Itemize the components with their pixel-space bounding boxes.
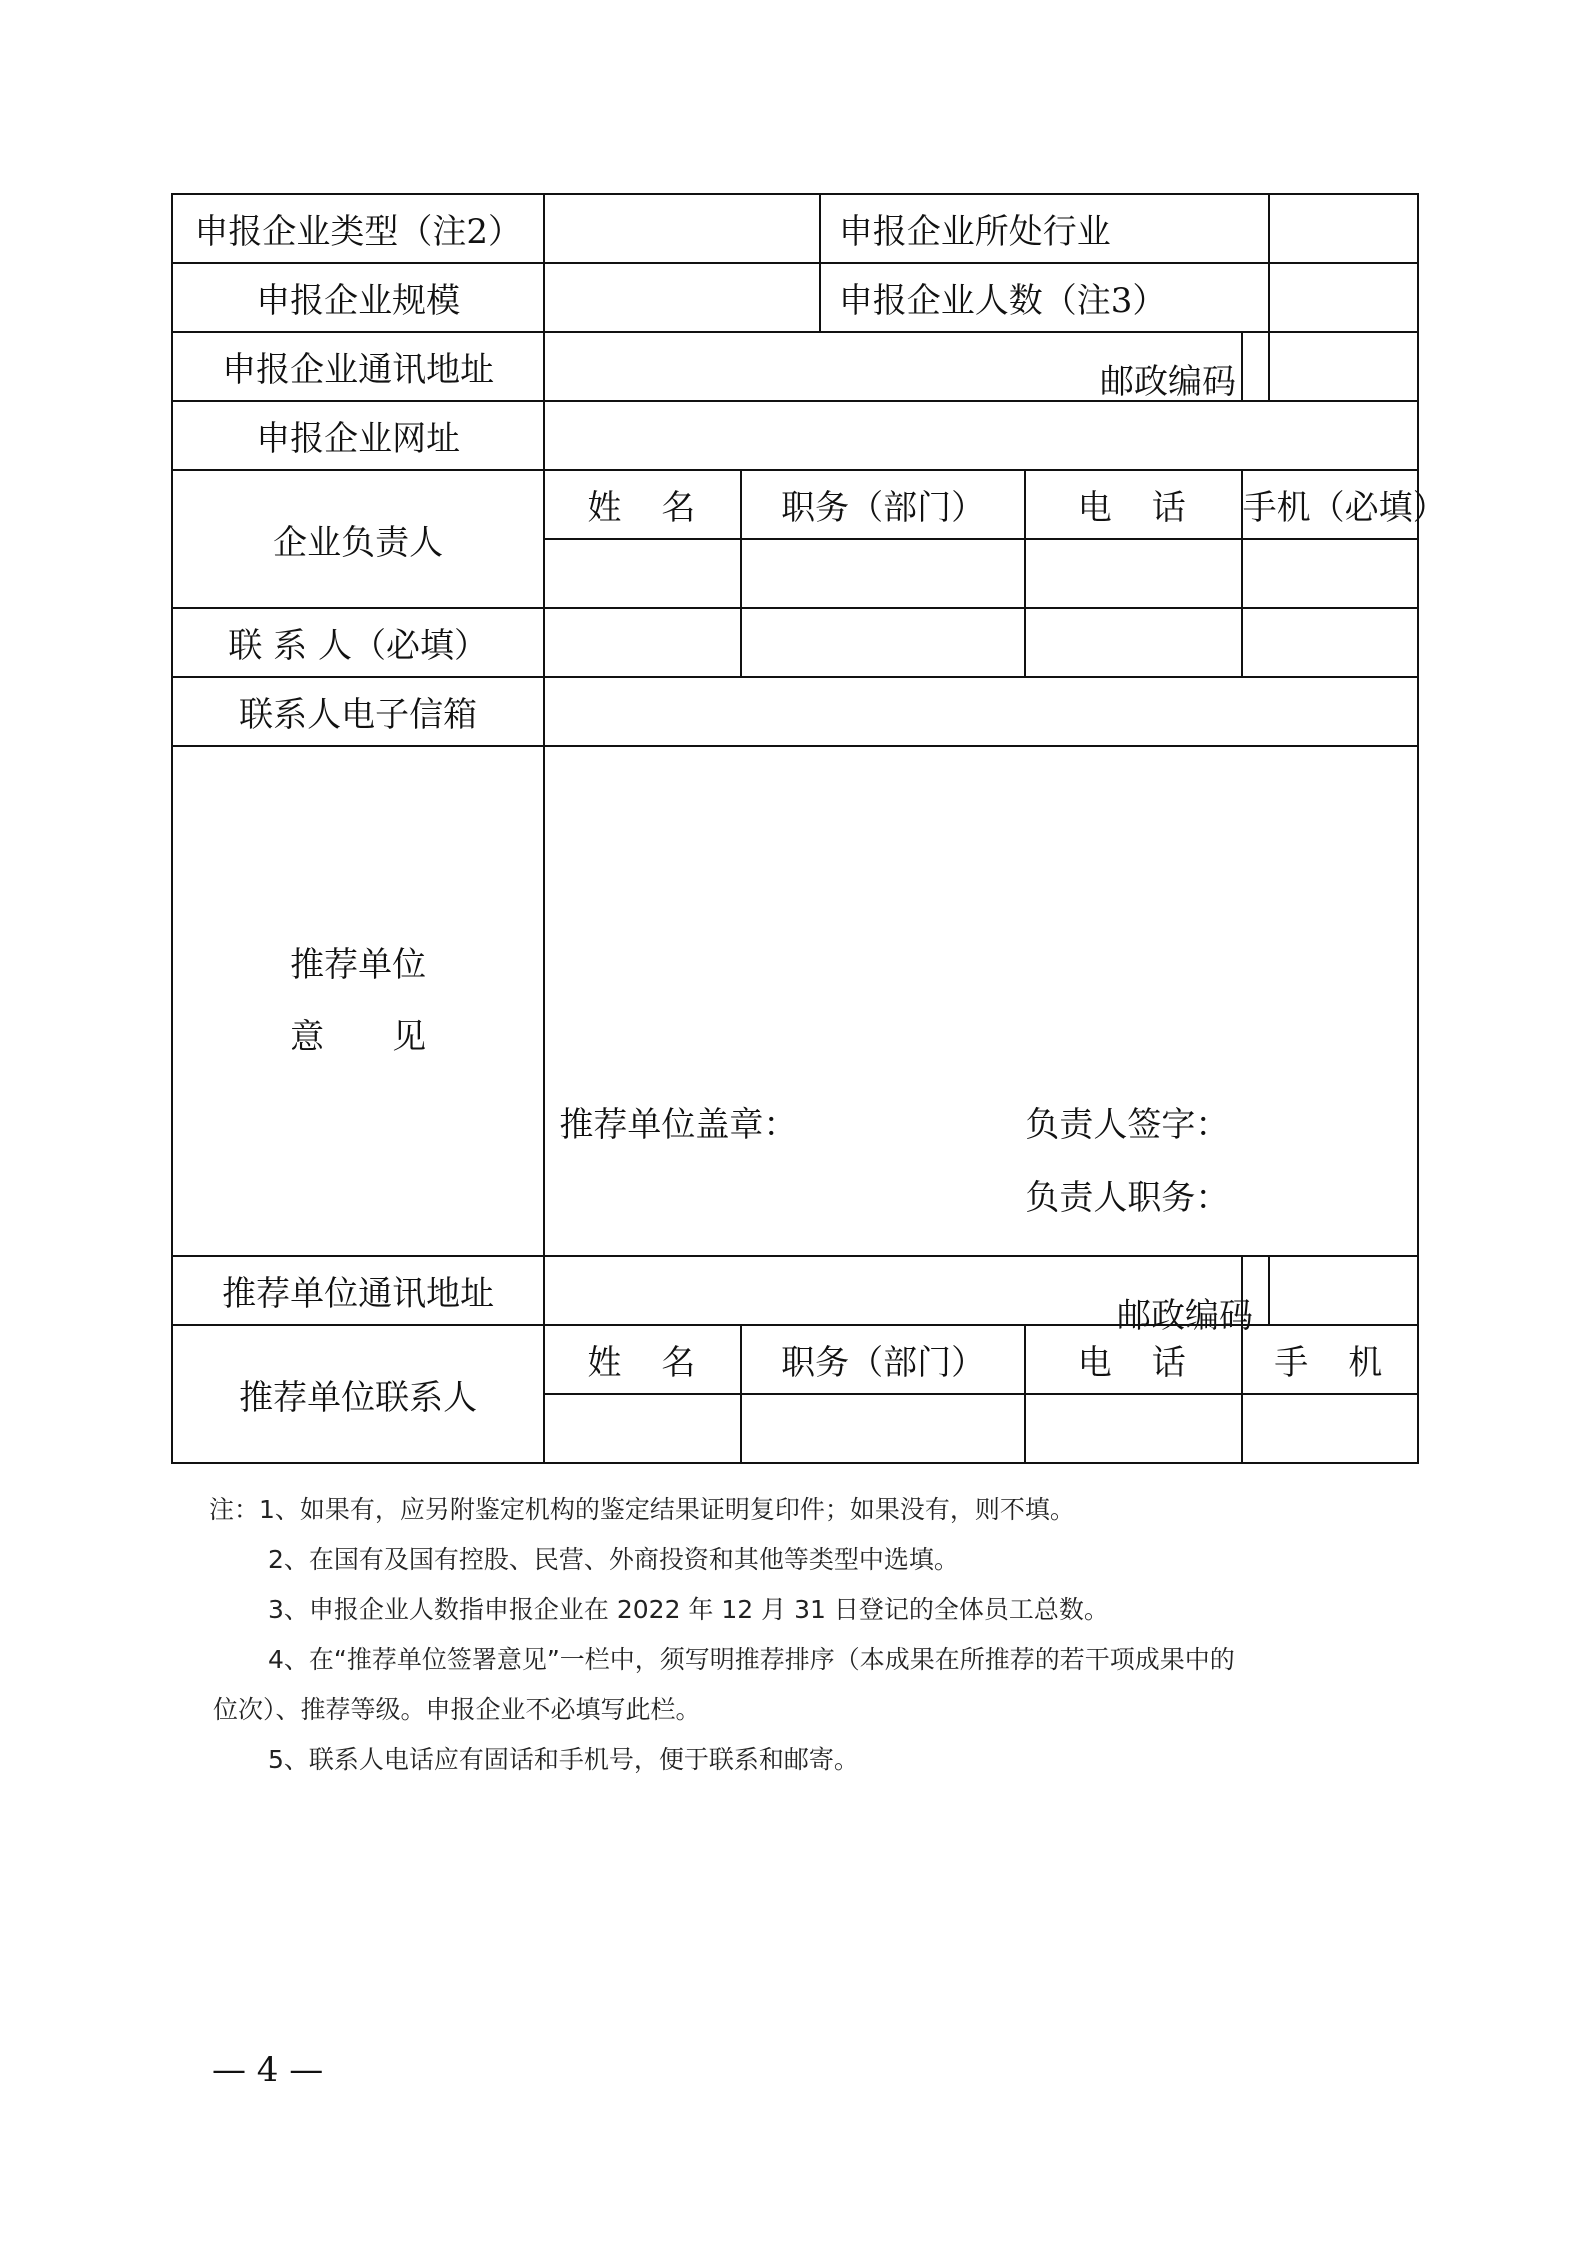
enterprise-headcount-field[interactable] [1269, 263, 1418, 332]
form-row-recommender-opinion [172, 746, 1418, 1256]
leader-col-name: 姓 名 [544, 470, 741, 539]
footnote-4b: 位次）、推荐等级。申报企业不必填写此栏。 [213, 1695, 701, 1724]
contact-label: 联 系 人（必填） [172, 608, 544, 677]
footnote-4a: 4、在“推荐单位签署意见”一栏中，须写明推荐排序（本成果在所推荐的若干项成果中的 [268, 1645, 1235, 1674]
leader-col-mobile: 手机（必填） [1242, 470, 1418, 539]
recommender-postcode-field[interactable] [1269, 1256, 1418, 1325]
form-row-contact [172, 608, 1418, 677]
recommender-seal-label: 推荐单位盖章： [559, 1105, 798, 1145]
leader-mobile-field[interactable] [1242, 539, 1418, 608]
footnote-5: 5、联系人电话应有固话和手机号，便于联系和邮寄。 [268, 1745, 859, 1774]
contact-phone-field[interactable] [1025, 608, 1242, 677]
leader-name-field[interactable] [544, 539, 741, 608]
contact-name-field[interactable] [544, 608, 741, 677]
recommender-postcode-label-text: 邮政编码 [1117, 1296, 1253, 1336]
contact-email-label: 联系人电子信箱 [172, 677, 544, 746]
page-number: — 4 — [212, 2050, 324, 2090]
leader-position-label: 负责人职务： [1025, 1178, 1230, 1218]
enterprise-website-label: 申报企业网址 [172, 401, 544, 470]
enterprise-website-field[interactable] [544, 401, 1418, 470]
recommender-contact-col-position: 职务（部门） [741, 1325, 1025, 1394]
recommender-contact-col-name: 姓 名 [544, 1325, 741, 1394]
contact-email-field[interactable] [544, 677, 1418, 746]
recommender-contact-col-mobile: 手 机 [1242, 1325, 1418, 1394]
recommender-opinion-label-cell [172, 746, 544, 1256]
form-row-contact-email [172, 677, 1418, 746]
leader-phone-field[interactable] [1025, 539, 1242, 608]
enterprise-industry-label: 申报企业所处行业 [820, 194, 1270, 263]
enterprise-postcode-field[interactable] [1269, 332, 1418, 401]
enterprise-scale-field[interactable] [544, 263, 819, 332]
recommender-opinion-label-line1: 推荐单位 [290, 945, 427, 985]
recommender-contact-position-field[interactable] [741, 1394, 1025, 1463]
enterprise-industry-field[interactable] [1269, 194, 1418, 263]
leader-col-phone: 电 话 [1025, 470, 1242, 539]
enterprise-postcode-label-text: 邮政编码 [1100, 362, 1236, 402]
recommender-address-label: 推荐单位通讯地址 [172, 1256, 544, 1325]
recommender-contact-name-field[interactable] [544, 1394, 741, 1463]
leader-signature-label: 负责人签字： [1025, 1105, 1230, 1145]
enterprise-scale-label: 申报企业规模 [172, 263, 544, 332]
recommender-opinion-label-line2: 意 见 [290, 1017, 427, 1057]
contact-mobile-field[interactable] [1242, 608, 1418, 677]
leader-col-position: 职务（部门） [741, 470, 1025, 539]
form-row-enterprise-type [172, 194, 1418, 263]
enterprise-address-label: 申报企业通讯地址 [172, 332, 544, 401]
enterprise-postcode-label [1242, 332, 1270, 401]
footnote-1: 注：1、如果有，应另附鉴定机构的鉴定结果证明复印件；如果没有，则不填。 [209, 1495, 1075, 1524]
recommender-opinion-field[interactable] [544, 746, 1418, 1256]
recommender-contact-label: 推荐单位联系人 [172, 1325, 544, 1463]
contact-position-field[interactable] [741, 608, 1025, 677]
enterprise-type-label: 申报企业类型（注2） [172, 194, 544, 263]
enterprise-headcount-label: 申报企业人数（注3） [820, 263, 1270, 332]
enterprise-type-field[interactable] [544, 194, 819, 263]
leader-position-field[interactable] [741, 539, 1025, 608]
footnote-3: 3、申报企业人数指申报企业在 2022 年 12 月 31 日登记的全体员工总数。 [268, 1595, 1109, 1624]
footnote-2: 2、在国有及国有控股、民营、外商投资和其他等类型中选填。 [268, 1545, 959, 1574]
recommender-contact-phone-field[interactable] [1025, 1394, 1242, 1463]
form-row-enterprise-website [172, 401, 1418, 470]
recommender-contact-col-phone: 电 话 [1025, 1325, 1242, 1394]
enterprise-leader-label: 企业负责人 [172, 470, 544, 608]
form-row-enterprise-scale [172, 263, 1418, 332]
form-row-leader-header [172, 470, 1418, 539]
recommender-contact-mobile-field[interactable] [1242, 1394, 1418, 1463]
